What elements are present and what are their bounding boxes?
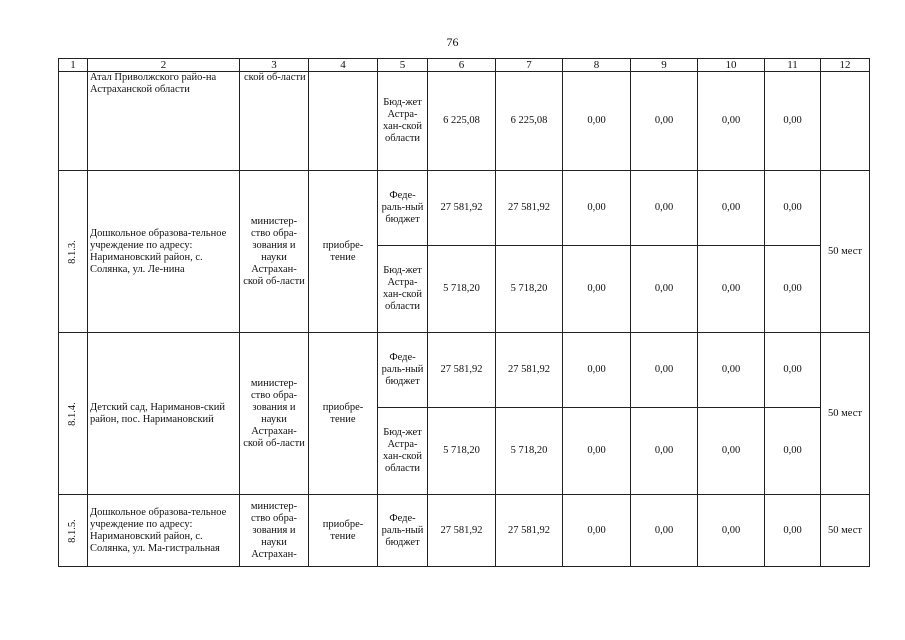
executor: министер-ство обра-зования и науки Астрахан-ской об-ласти	[240, 171, 309, 333]
amount-col10: 0,00	[698, 408, 765, 495]
funding-source: Бюд-жет Астра-хан-ской области	[378, 246, 428, 333]
executor: министер-ство обра-зования и науки Астрахан-ской об-ласти	[240, 333, 309, 495]
amount-col11: 0,00	[765, 72, 821, 171]
table-row	[59, 333, 870, 408]
amount-col9: 0,00	[631, 246, 698, 333]
work-type: приобре-тение	[309, 333, 378, 495]
amount-col6: 27 581,92	[428, 171, 496, 246]
column-number: 6	[428, 59, 496, 72]
column-number: 8	[563, 59, 631, 72]
amount-col11: 0,00	[765, 495, 821, 567]
executor	[240, 495, 309, 567]
capacity: 50 мест	[821, 171, 870, 333]
capacity: 50 мест	[821, 495, 870, 567]
object-name: Дошкольное образова-тельное учреждение по адресу: Наримановский район, с. Солянка, ул. Ле-нина	[88, 171, 240, 333]
amount-col8: 0,00	[563, 246, 631, 333]
amount-col8: 0,00	[563, 495, 631, 567]
object-name: Атал Приволжского райо-на Астраханской области	[88, 72, 240, 171]
page-number: 76	[446, 35, 459, 49]
work-type: приобре-тение	[309, 171, 378, 333]
column-number: 11	[765, 59, 821, 72]
amount-col10: 0,00	[698, 72, 765, 171]
amount-col6: 6 225,08	[428, 72, 496, 171]
column-number-row	[59, 59, 870, 72]
column-number: 2	[88, 59, 240, 72]
row-index	[59, 171, 88, 333]
amount-col11: 0,00	[765, 408, 821, 495]
amount-col6: 27 581,92	[428, 495, 496, 567]
object-name: Детский сад, Нариманов-ский район, пос. Наримановский	[88, 333, 240, 495]
row-index	[59, 333, 88, 495]
row-index-label: 8.1.5.	[67, 518, 78, 543]
row-index-cell	[59, 72, 88, 171]
work-type: приобре-тение	[309, 495, 378, 567]
amount-col7: 5 718,20	[496, 246, 563, 333]
table-row	[59, 171, 870, 246]
amount-col10: 0,00	[698, 495, 765, 567]
column-number: 10	[698, 59, 765, 72]
table-row	[59, 495, 870, 567]
executor: ской об-ласти	[240, 72, 309, 171]
column-number: 5	[378, 59, 428, 72]
amount-col7: 6 225,08	[496, 72, 563, 171]
funding-source: Феде-раль-ный бюджет	[378, 495, 428, 567]
column-number: 12	[821, 59, 870, 72]
column-number: 7	[496, 59, 563, 72]
capacity-cell	[821, 72, 870, 171]
amount-col11: 0,00	[765, 333, 821, 408]
amount-col8: 0,00	[563, 333, 631, 408]
amount-col8: 0,00	[563, 171, 631, 246]
amount-col7: 27 581,92	[496, 333, 563, 408]
funding-source: Феде-раль-ный бюджет	[378, 171, 428, 246]
amount-col9: 0,00	[631, 171, 698, 246]
amount-col9: 0,00	[631, 408, 698, 495]
amount-col6: 5 718,20	[428, 246, 496, 333]
amount-col8: 0,00	[563, 72, 631, 171]
amount-col9: 0,00	[631, 72, 698, 171]
amount-col10: 0,00	[698, 246, 765, 333]
amount-col9: 0,00	[631, 333, 698, 408]
column-number: 3	[240, 59, 309, 72]
object-name	[88, 495, 240, 567]
amount-col10: 0,00	[698, 171, 765, 246]
funding-source: Феде-раль-ный бюджет	[378, 333, 428, 408]
row-index	[59, 495, 88, 567]
column-number: 9	[631, 59, 698, 72]
executor-text: министер-ство обра-зования и науки Астрахан-	[250, 500, 298, 560]
funding-source: Бюд-жет Астра-хан-ской области	[378, 408, 428, 495]
program-table	[58, 58, 870, 567]
column-number: 1	[59, 59, 88, 72]
object-name-text: Дошкольное образова-тельное учреждение по адресу: Наримановский район, с. Солянка, ул. Ма-гистральная	[90, 506, 227, 554]
capacity: 50 мест	[821, 333, 870, 495]
row-index-label: 8.1.4.	[67, 401, 78, 426]
amount-col7: 5 718,20	[496, 408, 563, 495]
amount-col8: 0,00	[563, 408, 631, 495]
amount-col7: 27 581,92	[496, 495, 563, 567]
amount-col9: 0,00	[631, 495, 698, 567]
column-number: 4	[309, 59, 378, 72]
amount-col11: 0,00	[765, 171, 821, 246]
amount-col6: 27 581,92	[428, 333, 496, 408]
amount-col7: 27 581,92	[496, 171, 563, 246]
funding-source: Бюд-жет Астра-хан-ской области	[378, 72, 428, 171]
amount-col10: 0,00	[698, 333, 765, 408]
amount-col11: 0,00	[765, 246, 821, 333]
amount-col6: 5 718,20	[428, 408, 496, 495]
row-index-label: 8.1.3.	[67, 239, 78, 264]
table-row	[59, 72, 870, 171]
work-type	[309, 72, 378, 171]
